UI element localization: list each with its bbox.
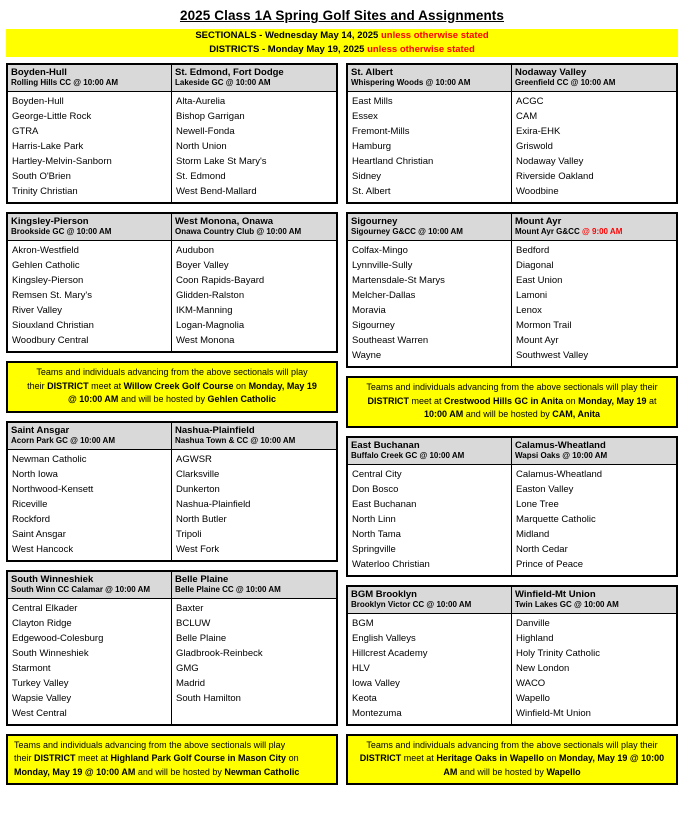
note-venue: Highland Park Golf Course in Mason City (110, 753, 287, 763)
note-line-2 (14, 752, 330, 766)
team-item: GMG (176, 662, 199, 674)
site-header-left (348, 214, 512, 240)
site-time-text: Belle Plaine CC @ 10:00 AM (175, 584, 281, 594)
note-text: on (233, 380, 249, 391)
site-name: Kingsley-Pierson (11, 216, 89, 227)
note-date: Monday, May 19 (578, 395, 647, 406)
site-header-left (8, 214, 172, 240)
team-item: CAM (516, 111, 538, 122)
team-item: Lenox (516, 305, 542, 316)
team-lists (8, 449, 336, 560)
team-item: West Bend-Mallard (176, 186, 257, 197)
team-item: Essex (352, 111, 378, 122)
note-host: Wapello (546, 766, 581, 777)
team-item: West Hancock (12, 543, 74, 555)
team-item: English Valleys (352, 632, 416, 644)
team-item: Madrid (176, 677, 206, 689)
team-list-right (172, 92, 336, 202)
team-list-left (348, 465, 512, 575)
site-time (351, 600, 508, 610)
note-line-1: Teams and individuals advancing from the above sectionals will play their (366, 739, 658, 750)
team-item: Riceville (12, 498, 48, 510)
team-item: ACGC (516, 96, 544, 107)
team-item: Marquette Catholic (516, 513, 596, 525)
note-line-3 (354, 766, 670, 780)
site-time (11, 436, 168, 446)
team-item: Melcher-Dallas (352, 290, 416, 301)
assignments-grid (6, 63, 678, 785)
team-item: Don Bosco (352, 483, 399, 495)
team-item: Wayne (352, 350, 382, 361)
team-item: Riverside Oakland (516, 171, 594, 182)
note-line-2 (14, 380, 330, 394)
team-list-left (348, 92, 512, 202)
note-text: and will be hosted by (135, 766, 225, 777)
team-item: Edgewood-Colesburg (12, 632, 104, 644)
sectional-block-st-albert (346, 63, 678, 204)
site-time (175, 585, 333, 595)
team-list-right (172, 599, 336, 724)
note-venue: Crestwood Hills GC in Anita (443, 395, 564, 406)
note-line-2 (354, 395, 670, 409)
block-header (348, 214, 676, 240)
team-item: Highland (516, 632, 554, 644)
team-item: Danville (516, 617, 550, 629)
team-item: Griswold (516, 141, 553, 152)
team-item: BCLUW (176, 617, 211, 629)
block-header (348, 587, 676, 613)
team-item: Sidney (352, 171, 382, 182)
note-text: and will be hosted by (118, 394, 208, 404)
site-header-right (172, 214, 336, 240)
team-item: AGWSR (176, 453, 212, 465)
note-text: on (544, 753, 560, 763)
team-item: Colfax-Mingo (352, 245, 408, 256)
team-item: Woodbine (516, 186, 559, 197)
site-header-left (8, 423, 172, 449)
sectional-block-saint-ansgar (6, 421, 338, 562)
team-item: North Butler (176, 513, 227, 525)
note-text: at (646, 395, 657, 406)
site-time-text: Brooklyn Victor CC @ 10:00 AM (351, 599, 472, 609)
team-item: Woodbury Central (12, 335, 89, 346)
team-item: Lamoni (516, 290, 548, 301)
team-item: BGM (352, 617, 374, 629)
note-line-3 (14, 393, 330, 407)
site-time (175, 436, 333, 446)
team-item: Hillcrest Academy (352, 647, 428, 659)
site-header-right (512, 65, 676, 91)
team-item: North Tama (352, 528, 401, 540)
block-header (348, 438, 676, 464)
team-item: Rockford (12, 513, 51, 525)
sectionals-banner (6, 29, 678, 43)
site-name: Mount Ayr (515, 216, 562, 227)
note-date: Monday, May 19 @ 10:00 (559, 753, 665, 763)
site-time-text: Greenfield CC @ 10:00 AM (515, 78, 616, 87)
team-item: South O'Brien (12, 171, 71, 182)
block-header (8, 214, 336, 240)
note-line-2 (354, 752, 670, 766)
site-header-right (172, 65, 336, 91)
team-item: Diagonal (516, 260, 554, 271)
team-item: Newman Catholic (12, 453, 87, 465)
team-item: Southwest Valley (516, 350, 589, 361)
team-list-left (8, 241, 172, 351)
note-venue: Willow Creek Golf Course (123, 380, 234, 391)
team-item: Glidden-Ralston (176, 290, 245, 301)
note-text: and will be hosted by (457, 766, 547, 777)
team-list-right (512, 614, 676, 724)
page-title: 2025 Class 1A Spring Golf Sites and Assignments (179, 8, 505, 23)
site-name: Sigourney (351, 216, 398, 227)
district-note-heritage-oaks (346, 734, 678, 786)
site-time (175, 227, 333, 237)
team-list-right (172, 241, 336, 351)
site-time-alt: @ 9:00 AM (581, 227, 623, 236)
note-bold: DISTRICT (34, 753, 76, 763)
team-item: Alta-Aurelia (176, 96, 226, 107)
team-item: Iowa Valley (352, 677, 400, 689)
team-item: Mormon Trail (516, 320, 572, 331)
note-line-3 (14, 766, 330, 780)
team-item: Tripoli (176, 528, 202, 540)
team-item: East Buchanan (352, 498, 417, 510)
note-line-1: Teams and individuals advancing from the above sectionals will play (14, 739, 286, 750)
team-item: Newell-Fonda (176, 126, 235, 137)
team-item: Remsen St. Mary's (12, 290, 92, 301)
site-time-text: Acorn Park GC @ 10:00 AM (11, 435, 115, 445)
team-item: Midland (516, 528, 550, 540)
team-list-right (512, 92, 676, 202)
team-item: Boyden-Hull (12, 96, 64, 107)
site-header-left (348, 65, 512, 91)
team-item: West Central (12, 707, 67, 719)
site-time (11, 78, 168, 88)
block-header (8, 572, 336, 598)
team-item: Nodaway Valley (516, 156, 584, 167)
team-item: River Valley (12, 305, 62, 316)
team-item: Martensdale-St Marys (352, 275, 445, 286)
team-item: Akron-Westfield (12, 245, 79, 256)
block-header (348, 65, 676, 91)
team-item: Moravia (352, 305, 386, 316)
site-name: South Winneshiek (11, 573, 94, 585)
team-item: George-Little Rock (12, 111, 92, 122)
site-name: Boyden-Hull (11, 67, 67, 78)
districts-banner-note: unless otherwise stated (367, 44, 475, 55)
team-item: North Iowa (12, 468, 58, 480)
banner-group (6, 29, 678, 57)
site-header-left (348, 587, 512, 613)
team-item: Siouxland Christian (12, 320, 94, 331)
team-item: Exira-EHK (516, 126, 561, 137)
team-item: St. Edmond (176, 171, 226, 182)
site-time-text: South Winn CC Calamar @ 10:00 AM (11, 584, 151, 594)
team-item: Baxter (176, 602, 204, 614)
team-item: Heartland Christian (352, 156, 434, 167)
sectionals-banner-bold: SECTIONALS - Wednesday May 14, 2025 (195, 30, 379, 41)
team-item: Boyer Valley (176, 260, 229, 271)
site-name: St. Albert (351, 67, 393, 78)
team-item: Logan-Magnolia (176, 320, 245, 331)
team-list-right (512, 241, 676, 366)
team-list-left (348, 241, 512, 366)
site-time-text: Wapsi Oaks @ 10:00 AM (515, 450, 608, 460)
team-item: Gladbrook-Reinbeck (176, 647, 263, 659)
team-item: Northwood-Kensett (12, 483, 94, 495)
team-item: HLV (352, 662, 370, 674)
team-item: Trinity Christian (12, 186, 78, 197)
site-time (515, 78, 673, 88)
note-host: Gehlen Catholic (207, 394, 277, 404)
note-time: AM (443, 766, 458, 777)
team-item: Holy Trinity Catholic (516, 647, 600, 659)
team-item: Bishop Garrigan (176, 111, 245, 122)
site-name: Calamus-Wheatland (515, 439, 606, 451)
site-name: Saint Ansgar (11, 424, 70, 436)
site-name: St. Edmond, Fort Dodge (175, 67, 284, 78)
sectional-block-boyden-hull (6, 63, 338, 204)
team-lists (348, 91, 676, 202)
note-text: on (563, 395, 579, 406)
team-lists (8, 91, 336, 202)
team-item: Audubon (176, 245, 215, 256)
team-item: Belle Plaine (176, 632, 227, 644)
note-date: Monday, May 19 (248, 380, 317, 391)
note-venue: Heritage Oaks in Wapello (436, 753, 545, 763)
site-name: Nodaway Valley (515, 67, 587, 78)
site-time-text: Twin Lakes GC @ 10:00 AM (515, 599, 619, 609)
team-item: Turkey Valley (12, 677, 69, 689)
note-text: meet at (75, 753, 111, 763)
team-lists (348, 613, 676, 724)
site-name: BGM Brooklyn (351, 588, 417, 600)
sectional-block-south-winneshiek (6, 570, 338, 726)
site-name: East Buchanan (351, 439, 420, 451)
note-text: and will be hosted by (463, 409, 553, 419)
team-lists (8, 240, 336, 351)
team-item: Wapsie Valley (12, 692, 72, 704)
team-item: East Union (516, 275, 563, 286)
site-header-right (512, 438, 676, 464)
note-host: CAM, Anita (552, 409, 600, 419)
note-line-1: Teams and individuals advancing from the above sectionals will play their (366, 382, 658, 392)
team-item: North Linn (352, 513, 396, 525)
team-item: Clayton Ridge (12, 617, 72, 629)
team-item: Dunkerton (176, 483, 220, 495)
team-item: WACO (516, 677, 546, 689)
sectionals-banner-note: unless otherwise stated (380, 30, 489, 41)
sectional-block-east-buchanan (346, 436, 678, 577)
team-item: IKM-Manning (176, 305, 233, 316)
team-item: West Monona (176, 335, 235, 346)
note-text: their (27, 380, 48, 391)
team-item: West Fork (176, 543, 220, 555)
team-item: St. Albert (352, 186, 391, 197)
districts-banner-bold: DISTRICTS - Monday May 19, 2025 (209, 44, 365, 55)
team-item: Prince of Peace (516, 558, 584, 570)
note-bold: DISTRICT (367, 395, 409, 406)
site-time (351, 227, 508, 237)
team-item: Gehlen Catholic (12, 260, 80, 271)
team-list-left (8, 92, 172, 202)
team-item: GTRA (12, 126, 39, 137)
site-header-right (172, 572, 336, 598)
team-item: Saint Ansgar (12, 528, 66, 540)
team-lists (348, 240, 676, 366)
sectional-block-bgm-brooklyn (346, 585, 678, 726)
team-lists (348, 464, 676, 575)
districts-banner (6, 43, 678, 57)
site-time (11, 227, 168, 237)
site-time-text: Nashua Town & CC @ 10:00 AM (175, 435, 296, 445)
team-item: Springville (352, 543, 396, 555)
note-host: Newman Catholic (224, 766, 300, 777)
site-time (11, 585, 168, 595)
team-item: Nashua-Plainfield (176, 498, 251, 510)
site-time (351, 78, 508, 88)
note-text: on (286, 753, 299, 763)
note-bold: DISTRICT (359, 753, 402, 763)
district-note-highland-park (6, 734, 338, 786)
note-text: their (14, 753, 35, 763)
site-header-left (8, 65, 172, 91)
note-text: meet at (88, 380, 124, 391)
site-time-text: Brookside GC @ 10:00 AM (11, 227, 112, 236)
site-time-text: Whispering Woods @ 10:00 AM (351, 78, 471, 87)
team-item: North Union (176, 141, 227, 152)
site-time-text: Onawa Country Club @ 10:00 AM (175, 227, 302, 236)
sectional-block-sigourney (346, 212, 678, 368)
team-item: Mount Ayr (516, 335, 559, 346)
team-list-right (512, 465, 676, 575)
note-line-1: Teams and individuals advancing from the above sectionals will play (36, 367, 308, 377)
team-lists (8, 598, 336, 724)
team-item: Calamus-Wheatland (516, 468, 603, 480)
site-name: Winfield-Mt Union (515, 588, 596, 600)
block-header (8, 423, 336, 449)
team-item: Fremont-Mills (352, 126, 410, 137)
site-name: Belle Plaine (175, 573, 229, 585)
site-time-text: Sigourney G&CC @ 10:00 AM (351, 227, 463, 236)
site-header-right (512, 214, 676, 240)
team-item: New London (516, 662, 570, 674)
note-time: @ 10:00 AM (67, 394, 119, 404)
team-list-left (8, 599, 172, 724)
team-item: South Hamilton (176, 692, 241, 704)
site-name: Nashua-Plainfield (175, 424, 255, 436)
team-item: Starmont (12, 662, 51, 674)
golf-assignments-page (0, 8, 684, 827)
team-item: Wapello (516, 692, 550, 704)
note-text: meet at (401, 753, 437, 763)
site-header-left (8, 572, 172, 598)
team-item: Bedford (516, 245, 550, 256)
site-name: West Monona, Onawa (175, 216, 274, 227)
team-item: Lone Tree (516, 498, 559, 510)
note-bold: DISTRICT (47, 380, 89, 391)
site-header-left (348, 438, 512, 464)
district-note-crestwood-hills (346, 376, 678, 428)
site-time-text: Lakeside GC @ 10:00 AM (175, 78, 271, 87)
sectional-block-kingsley-pierson (6, 212, 338, 353)
team-list-right (172, 450, 336, 560)
site-time-text: Buffalo Creek GC @ 10:00 AM (351, 450, 465, 460)
site-header-right (512, 587, 676, 613)
site-time (175, 78, 333, 88)
team-item: Storm Lake St Mary's (176, 156, 267, 167)
site-time (515, 227, 673, 237)
team-item: East Mills (352, 96, 393, 107)
site-time (515, 600, 673, 610)
team-item: Central Elkader (12, 602, 78, 614)
right-column (346, 63, 678, 785)
team-item: Winfield-Mt Union (516, 707, 591, 719)
site-time (515, 451, 673, 461)
note-line-3 (354, 408, 670, 422)
team-item: Kingsley-Pierson (12, 275, 84, 286)
site-time (351, 451, 508, 461)
site-time-text: Rolling Hills CC @ 10:00 AM (11, 78, 119, 87)
team-item: Waterloo Christian (352, 558, 430, 570)
team-list-left (8, 450, 172, 560)
team-item: Sigourney (352, 320, 395, 331)
team-item: Lynnville-Sully (352, 260, 413, 271)
team-item: Coon Rapids-Bayard (176, 275, 265, 286)
note-date: Monday, May 19 @ 10:00 AM (14, 766, 136, 777)
site-time-text: Mount Ayr G&CC (515, 227, 582, 236)
left-column (6, 63, 338, 785)
team-item: Keota (352, 692, 377, 704)
site-header-right (172, 423, 336, 449)
team-item: North Cedar (516, 543, 568, 555)
team-item: Hamburg (352, 141, 392, 152)
team-list-left (348, 614, 512, 724)
team-item: Harris-Lake Park (12, 141, 84, 152)
team-item: Hartley-Melvin-Sanborn (12, 156, 112, 167)
team-item: Southeast Warren (352, 335, 429, 346)
team-item: Montezuma (352, 707, 402, 719)
note-time: 10:00 AM (424, 409, 464, 419)
note-text: meet at (408, 395, 444, 406)
block-header (8, 65, 336, 91)
team-item: Central City (352, 468, 402, 480)
team-item: Clarksville (176, 468, 220, 480)
district-note-willow-creek (6, 361, 338, 413)
team-item: Easton Valley (516, 483, 574, 495)
team-item: South Winneshiek (12, 647, 89, 659)
